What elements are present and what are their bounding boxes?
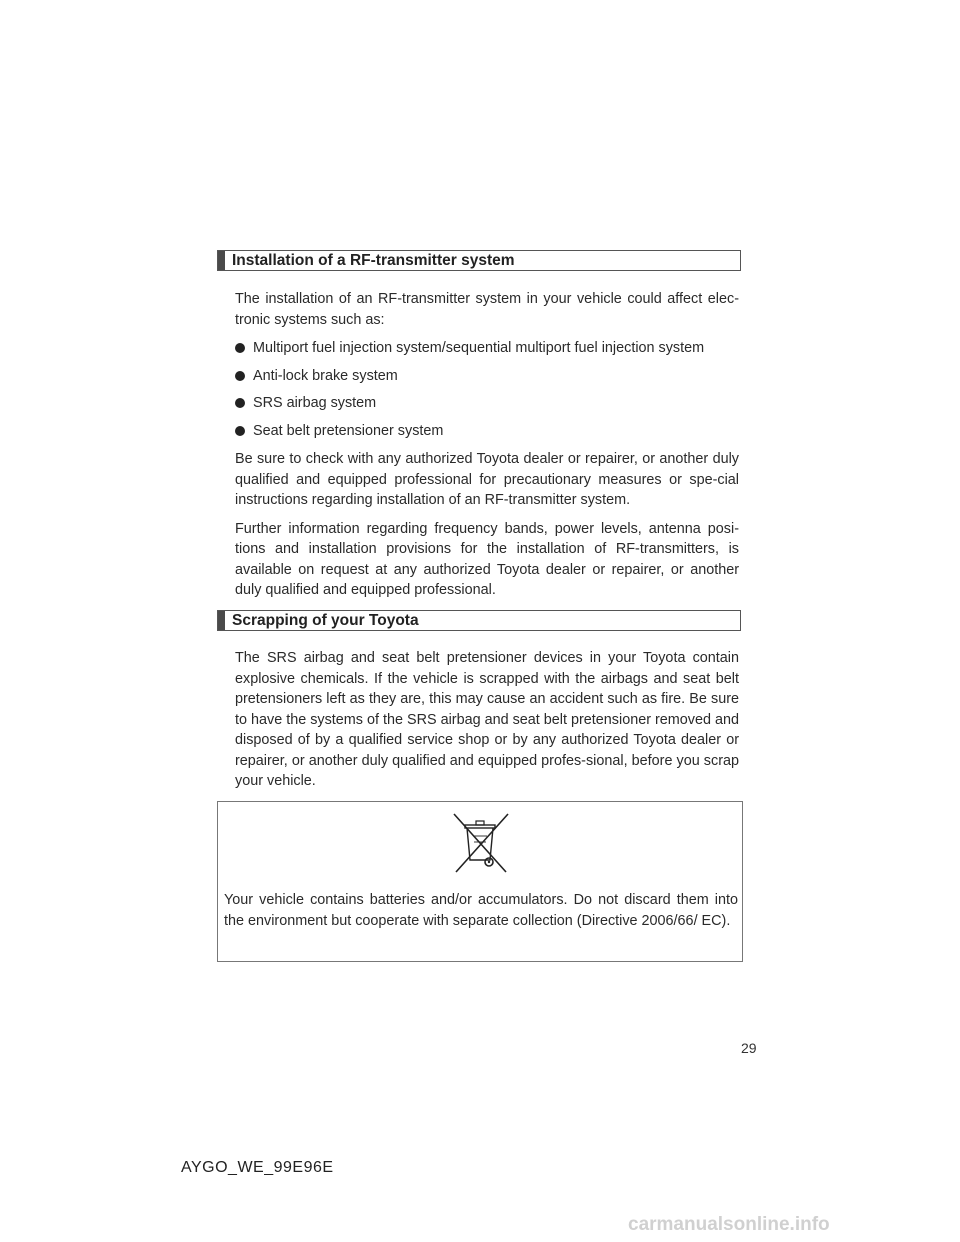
list-item: [235, 421, 739, 442]
list-item-label: SRS airbag system: [253, 395, 377, 411]
list-item: [235, 393, 739, 414]
intro-paragraph: The installation of an RF-transmitter system in your vehicle could affect elec-tronic systems such as:: [235, 291, 739, 328]
section-header-bar: [218, 611, 225, 630]
list-item-label: Seat belt pretensioner system: [253, 422, 444, 439]
list-item-label: Multiport fuel injection system/sequential multiport fuel injection system: [253, 340, 705, 356]
notice-text: Your vehicle contains batteries and/or accumulators. Do not discard them into the environment but cooperate with separate collection (Directive 2006/66/ EC).: [224, 892, 738, 929]
section-title: Scrapping of your Toyota: [232, 612, 419, 629]
crossed-out-wheelie-bin-icon: [448, 810, 514, 876]
watermark: carmanualsonline.info: [628, 1214, 830, 1235]
section-header-bar: [218, 251, 225, 270]
list-item-label: Anti-lock brake system: [253, 367, 398, 384]
section-title: Installation of a RF-transmitter system: [232, 252, 515, 269]
list-item: [235, 338, 739, 359]
section-body-rf-transmitter: [235, 289, 739, 601]
bullet-icon: [235, 398, 245, 408]
section-header-scrapping: [217, 610, 741, 631]
document-code: AYGO_WE_99E96E: [181, 1159, 334, 1176]
battery-disposal-notice: [217, 801, 743, 962]
further-info-paragraph: Further information regarding frequency bands, power levels, antenna posi-tions and installation provisions for the installation of RF-transmitters, is available on request at any authorized Toyota dealer or repairer, or another duly qualified and equipped professional.: [235, 520, 739, 598]
section-body-scrapping: [235, 648, 739, 792]
bullet-icon: [235, 343, 245, 353]
precaution-paragraph: Be sure to check with any authorized Toyota dealer or repairer, or another duly qualified and equipped professional for precautionary measures or spe-cial instructions regarding installation of an RF-transmitter system.: [235, 451, 739, 508]
bullet-icon: [235, 371, 245, 381]
section-header-rf-transmitter: [217, 250, 741, 271]
page-number: 29: [741, 1040, 757, 1056]
scrapping-paragraph: The SRS airbag and seat belt pretensioner devices in your Toyota contain explosive chemicals. If the vehicle is scrapped with the airbags and seat belt pretensioners left as they are, this may cause an accident such as fire. Be sure to have the systems of the SRS airbag and seat belt pretensioner removed and disposed of by a qualified service shop or by any authorized Toyota dealer or repairer, or another duly qualified and equipped profes-sional, before you scrap your vehicle.: [235, 650, 739, 789]
bullet-icon: [235, 426, 245, 436]
list-item: [235, 366, 739, 387]
